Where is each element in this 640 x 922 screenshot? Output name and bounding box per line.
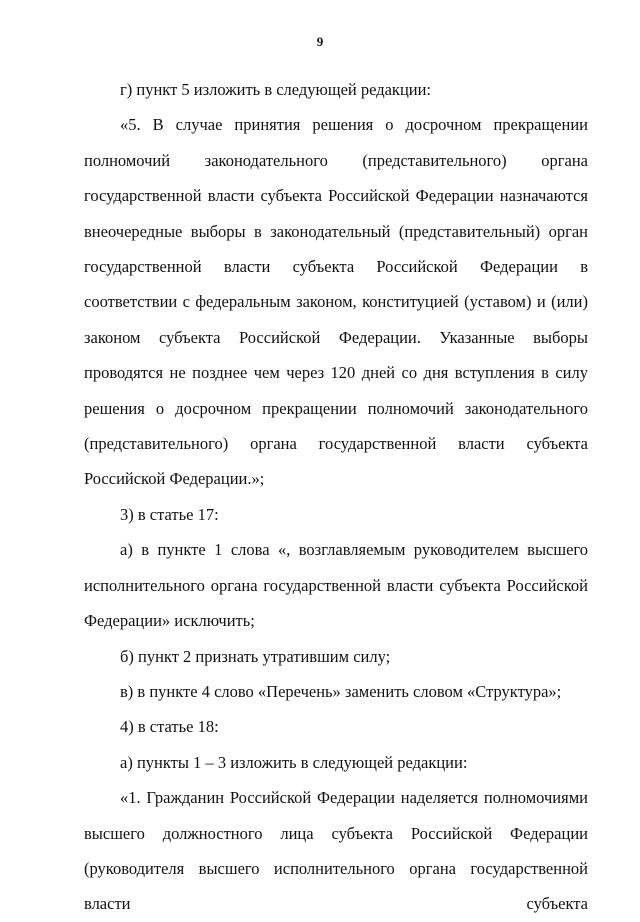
- paragraph-clause-1: «1. Гражданин Российской Федерации наделяется полномочиями высшего должностного лица субъекта Российской Федерации (руководителя высшего исполнительного органа государственной власти субъекта: [84, 788, 588, 914]
- paragraph-item-v: в) в пункте 4 слово «Перечень» заменить словом «Структура»;: [120, 681, 562, 701]
- paragraph-item-b: б) пункт 2 признать утратившим силу;: [120, 646, 391, 666]
- paragraph-item-g: г) пункт 5 изложить в следующей редакции:: [120, 80, 432, 99]
- document-body: [84, 72, 588, 922]
- page-number: 9: [316, 34, 324, 49]
- paragraph-item-a-18: а) пункты 1 – 3 изложить в следующей редакции:: [120, 752, 468, 772]
- paragraph-item-a-17: а) в пункте 1 слова «, возглавляемым руководителем высшего исполнительного органа государственной власти субъекта Российской Федерации» исключить;: [84, 540, 588, 631]
- paragraph-article-17: 3) в статье 17:: [120, 504, 219, 524]
- paragraph-article-18: 4) в статье 18:: [120, 717, 219, 737]
- paragraph-clause-5: «5. В случае принятия решения о досрочном прекращении полномочий законодательного (представительного) органа государственной власти субъекта Российской Федерации назначаются внеочередные выборы в законодательный (представительный) орган государственной власти субъекта Российской Федерации в соответствии с федеральным законом, конституцией (уставом) и (или) законом субъекта Российской Федерации. Указанные выборы проводятся не позднее чем через 120 дней со дня вступления в силу решения о досрочном прекращении полномочий законодательного (представительного) органа государственной власти субъекта Российской Федерации.»;: [84, 115, 588, 489]
